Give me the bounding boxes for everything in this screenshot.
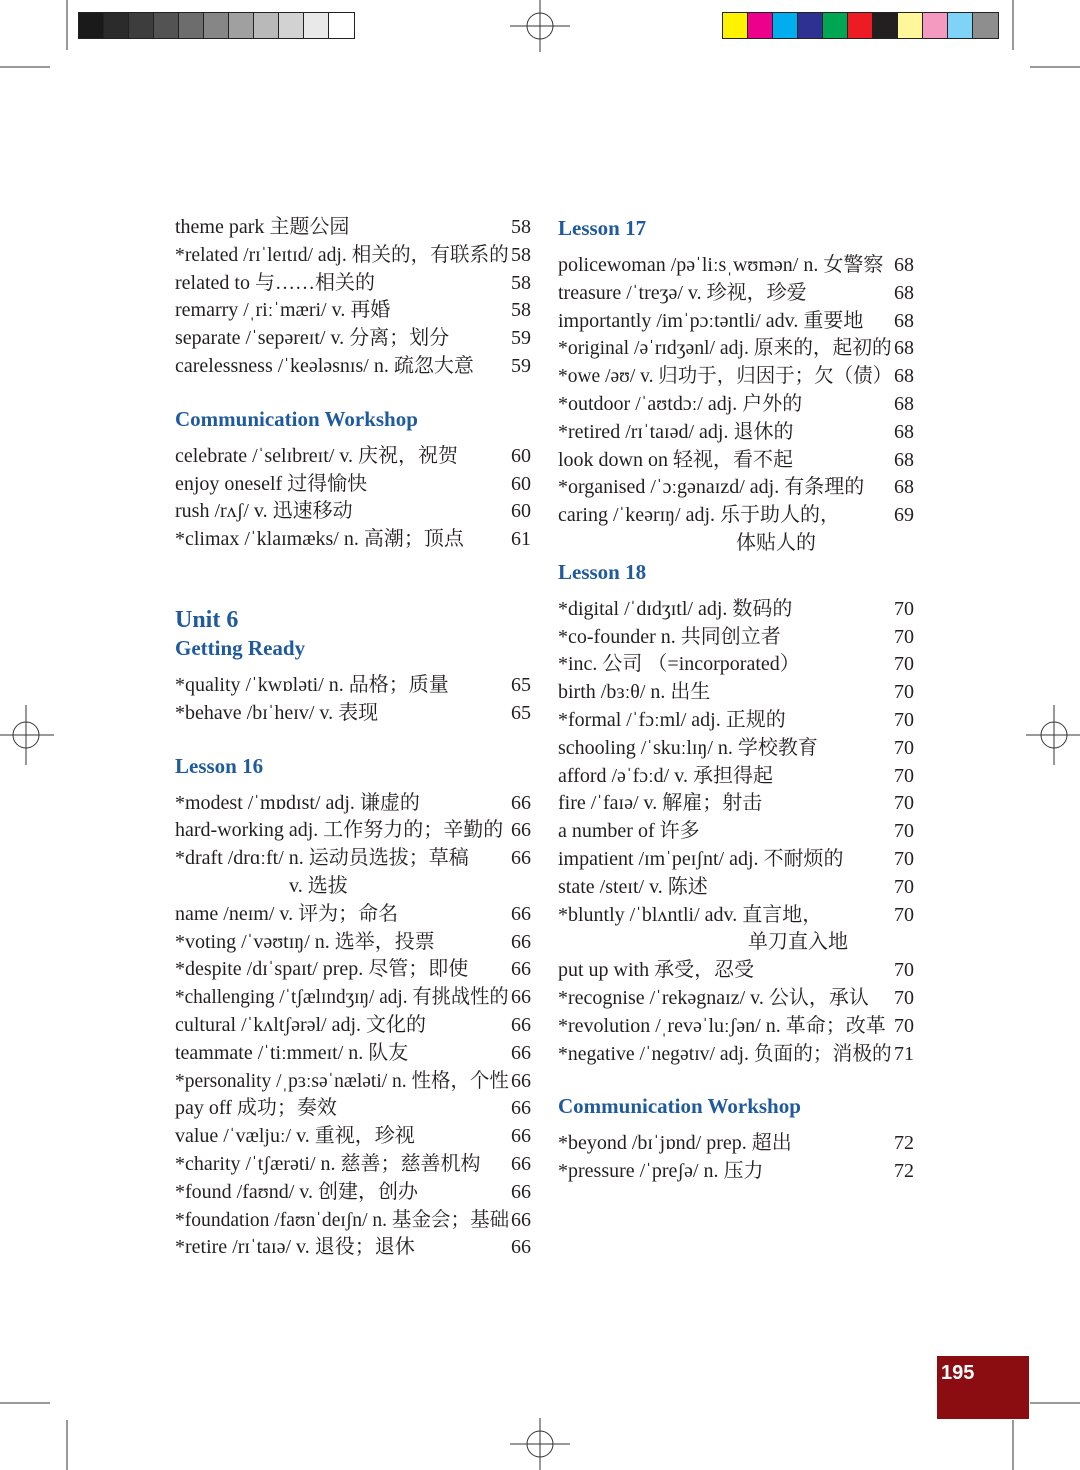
vocab-entry [558, 790, 914, 818]
vocab-entry-page: 58 [511, 243, 531, 266]
vocabulary-column-left [175, 214, 531, 1262]
vocab-entry [558, 391, 914, 419]
color-swatch [329, 13, 354, 38]
vocab-entry [558, 957, 914, 985]
registration-target-bottom [510, 1418, 570, 1470]
color-swatch [723, 13, 748, 38]
vocab-entry-page: 66 [511, 847, 531, 870]
vocab-entry [175, 297, 531, 325]
vocab-entry-text: celebrate /ˈselɪbreɪt/ v. 庆祝，祝贺 [175, 444, 459, 467]
vocab-entry-page: 66 [511, 1236, 531, 1259]
vocab-entry-text: carelessness /ˈkeələsnɪs/ n. 疏忽大意 [175, 354, 474, 377]
vocab-entry-text: a number of 许多 [558, 820, 700, 843]
vocab-entry [175, 845, 531, 873]
vocab-entry [175, 1151, 531, 1179]
vocab-entry-page: 70 [894, 625, 914, 648]
vocab-entry-page: 70 [894, 1014, 914, 1037]
vocab-entry-text: afford /əˈfɔːd/ v. 承担得起 [558, 764, 773, 787]
vocab-entry [558, 651, 914, 679]
vocab-entry-page: 68 [894, 420, 914, 443]
vocab-entry-page: 70 [894, 792, 914, 815]
vocab-entry-page: 66 [511, 819, 531, 842]
vocab-entry-text: theme park 主题公园 [175, 216, 350, 238]
lesson16-word-list-a [175, 790, 531, 873]
vocab-entry-page: 68 [894, 365, 914, 388]
vocab-entry [175, 984, 531, 1012]
page-number: 195 [937, 1356, 1029, 1419]
color-swatch [798, 13, 823, 38]
vocab-entry [558, 1041, 914, 1069]
vocab-entry-page: 66 [511, 1069, 531, 1092]
vocab-entry-page: 58 [511, 299, 531, 322]
vocab-entry-text: put up with 承受，忍受 [558, 959, 755, 982]
vocab-entry-page: 59 [511, 354, 531, 377]
vocab-entry [175, 790, 531, 818]
lesson16-word-list-b [175, 901, 531, 1262]
vocab-entry-page: 69 [894, 504, 914, 527]
vocab-entry-page: 70 [894, 875, 914, 898]
vocab-entry-page: 66 [511, 1208, 531, 1231]
vocab-entry-text: value /ˈvæljuː/ v. 重视，珍视 [175, 1125, 415, 1148]
vocab-entry-text: state /steɪt/ v. 陈述 [558, 875, 708, 898]
color-swatch [204, 13, 229, 38]
color-swatch [254, 13, 279, 38]
vocab-entry-text: *charity /ˈtʃærəti/ n. 慈善；慈善机构 [175, 1152, 481, 1175]
lesson18-word-list-a [558, 596, 914, 930]
registration-target-left [0, 705, 54, 765]
color-swatch [948, 13, 973, 38]
vocab-entry-page: 70 [894, 903, 914, 926]
vocab-entry-text: *found /faʊnd/ v. 创建，创办 [175, 1180, 418, 1203]
vocab-entry [175, 901, 531, 929]
grayscale-calibration-bar [78, 12, 355, 39]
vocab-entry-text: hard-working adj. 工作努力的；辛勤的 [175, 819, 504, 842]
vocab-entry [175, 443, 531, 471]
vocab-entry-text: related to 与……相关的 [175, 271, 375, 294]
vocab-entry-text: *digital /ˈdɪdʒɪtl/ adj. 数码的 [558, 597, 793, 620]
color-calibration-bar [722, 12, 999, 39]
vocab-entry-page: 68 [894, 476, 914, 499]
vocab-entry [175, 1040, 531, 1068]
vocab-entry-page: 70 [894, 820, 914, 843]
vocab-entry [175, 471, 531, 499]
vocab-entry-page: 60 [511, 472, 531, 495]
vocab-entry-page: 66 [511, 1013, 531, 1036]
vocab-entry [558, 502, 914, 530]
lesson17-word-list [558, 252, 914, 530]
vocab-entry [558, 985, 914, 1013]
vocab-entry [558, 252, 914, 280]
vocab-entry [175, 353, 531, 381]
vocab-entry-page: 66 [511, 1180, 531, 1203]
getting-ready-heading: Getting Ready [175, 635, 306, 660]
vocab-entry-text: impatient /ɪmˈpeɪʃnt/ adj. 不耐烦的 [558, 847, 844, 870]
vocab-entry-text: teammate /ˈtiːmmeɪt/ n. 队友 [175, 1041, 409, 1064]
vocab-entry [558, 474, 914, 502]
vocab-entry-text: look down on 轻视，看不起 [558, 448, 793, 471]
vocab-entry [175, 929, 531, 957]
vocab-entry-text: *co-founder n. 共同创立者 [558, 625, 781, 648]
vocab-entry-page: 68 [894, 448, 914, 471]
vocab-entry-text: *challenging /ˈtʃælɪndʒɪŋ/ adj. 有挑战性的 [175, 986, 509, 1009]
vocab-entry-text: *climax /ˈklaɪmæks/ n. 高潮；顶点 [175, 528, 464, 551]
vocab-entry-text: *voting /ˈvəʊtɪŋ/ n. 选举，投票 [175, 930, 435, 953]
vocab-entry [175, 1095, 531, 1123]
vocab-entry-page: 68 [894, 254, 914, 276]
vocab-entry [175, 956, 531, 984]
vocab-entry [558, 846, 914, 874]
vocab-entry [175, 1123, 531, 1151]
vocab-entry [175, 242, 531, 270]
vocab-entry-text: *organised /ˈɔːgənaɪzd/ adj. 有条理的 [558, 476, 865, 499]
vocab-entry [175, 817, 531, 845]
vocab-entry-page: 70 [894, 597, 914, 620]
vocab-entry [558, 1158, 914, 1186]
unit-title: Unit 6 [175, 606, 239, 633]
vocab-entry-page: 71 [894, 1042, 914, 1065]
vocab-entry [175, 325, 531, 353]
vocab-entry-text: importantly /imˈpɔːtəntli/ adv. 重要地 [558, 309, 864, 332]
vocab-entry-page: 66 [511, 1125, 531, 1148]
vocab-entry-text: treasure /ˈtreʒə/ v. 珍视，珍爱 [558, 281, 807, 304]
vocab-entry [558, 363, 914, 391]
color-swatch [973, 13, 998, 38]
vocab-entry-text: separate /ˈsepəreɪt/ v. 分离；划分 [175, 327, 450, 350]
color-swatch [848, 13, 873, 38]
vocab-entry-page: 70 [894, 736, 914, 759]
communication-workshop-heading-2: Communication Workshop [558, 1094, 801, 1119]
lesson15-word-list [175, 214, 531, 381]
vocab-entry-text: enjoy oneself 过得愉快 [175, 472, 368, 495]
vocab-entry-text: *retire /rɪˈtaɪə/ v. 退役；退休 [175, 1236, 415, 1259]
crop-mark-top-right [1010, 0, 1080, 70]
color-swatch [873, 13, 898, 38]
vocab-entry-page: 70 [894, 708, 914, 731]
color-swatch [898, 13, 923, 38]
vocab-entry-page: 66 [511, 1152, 531, 1175]
color-swatch [823, 13, 848, 38]
vocab-entry-text: *quality /ˈkwɒləti/ n. 品格；质量 [175, 673, 449, 696]
vocab-entry-text: pay off 成功；奏效 [175, 1097, 337, 1120]
vocab-entry [558, 707, 914, 735]
lesson16-heading: Lesson 16 [175, 753, 264, 778]
vocab-entry-page: 68 [894, 281, 914, 304]
vocab-entry-page: 66 [511, 791, 531, 814]
color-swatch [79, 13, 104, 38]
vocab-entry-page: 70 [894, 959, 914, 982]
color-swatch [129, 13, 154, 38]
vocab-entry-text: *negative /ˈnegətɪv/ adj. 负面的；消极的 [558, 1042, 892, 1065]
lesson17-heading: Lesson 17 [558, 216, 647, 240]
vocab-entry [558, 679, 914, 707]
vocab-entry [175, 270, 531, 298]
vocab-entry [558, 1130, 914, 1158]
vocab-entry-page: 65 [511, 701, 531, 724]
color-swatch [229, 13, 254, 38]
vocab-entry-page: 70 [894, 847, 914, 870]
vocab-entry-page: 65 [511, 673, 531, 696]
lesson18-word-list-b [558, 957, 914, 1068]
vocab-entry-page: 58 [511, 271, 531, 294]
vocab-entry-page: 68 [894, 337, 914, 360]
communication-workshop-heading: Communication Workshop [175, 406, 418, 431]
vocab-entry [175, 498, 531, 526]
vocabulary-column-right [558, 214, 914, 1186]
vocab-entry [175, 214, 531, 242]
vocab-entry-page: 58 [511, 216, 531, 238]
vocab-entry-text: *owe /əʊ/ v. 归功于，归因于；欠（债） [558, 365, 893, 388]
color-swatch [923, 13, 948, 38]
vocab-entry [558, 596, 914, 624]
vocab-entry-page: 68 [894, 392, 914, 415]
vocab-entry [558, 447, 914, 475]
vocab-entry [558, 624, 914, 652]
vocab-entry-page: 60 [511, 500, 531, 523]
vocab-entry-page: 66 [511, 986, 531, 1009]
vocab-entry-text: fire /ˈfaɪə/ v. 解雇；射击 [558, 792, 763, 815]
vocab-entry-text: *formal /ˈfɔːml/ adj. 正规的 [558, 708, 786, 731]
vocab-entry [175, 526, 531, 554]
vocab-entry [558, 818, 914, 846]
vocab-entry [558, 763, 914, 791]
vocab-entry-text: *despite /dɪˈspaɪt/ prep. 尽管；即使 [175, 958, 469, 981]
color-swatch [773, 13, 798, 38]
vocab-entry-text: *retired /rɪˈtaɪəd/ adj. 退休的 [558, 420, 794, 443]
vocab-entry-text: name /neɪm/ v. 评为；命名 [175, 902, 399, 925]
vocab-entry-page: 66 [511, 958, 531, 981]
vocab-entry-text: rush /rʌʃ/ v. 迅速移动 [175, 500, 353, 523]
communication-workshop-word-list [175, 443, 531, 554]
vocab-entry [558, 335, 914, 363]
vocab-entry [558, 308, 914, 336]
vocab-entry-text: *beyond /bɪˈjɒnd/ prep. 超出 [558, 1132, 792, 1155]
vocab-entry-text: policewoman /pəˈliːsˌwʊmən/ n. 女警察 [558, 254, 884, 276]
vocab-entry [558, 1013, 914, 1041]
vocab-entry [558, 874, 914, 902]
vocab-entry-text: *pressure /ˈpreʃə/ n. 压力 [558, 1160, 764, 1183]
color-swatch [304, 13, 329, 38]
color-swatch [279, 13, 304, 38]
vocab-entry [558, 419, 914, 447]
vocab-entry [175, 1234, 531, 1262]
vocab-entry-text: *draft /drɑːft/ n. 运动员选拔；草稿 [175, 847, 469, 870]
vocab-entry-text: *inc. 公司 （=incorporated） [558, 653, 800, 676]
vocab-entry-page: 66 [511, 1041, 531, 1064]
vocab-entry [558, 902, 914, 930]
vocab-entry [175, 1068, 531, 1096]
vocab-entry-page: 70 [894, 653, 914, 676]
vocab-entry-page: 66 [511, 930, 531, 953]
vocab-entry-text: *foundation /faʊnˈdeɪʃn/ n. 基金会；基础 [175, 1208, 510, 1231]
draft-continuation: v. 选拔 [289, 874, 348, 897]
vocab-entry-page: 70 [894, 681, 914, 704]
vocab-entry-text: *modest /ˈmɒdɪst/ adj. 谦虚的 [175, 791, 420, 814]
vocab-entry-text: remarry /ˌriːˈmæri/ v. 再婚 [175, 299, 391, 322]
vocab-entry-text: *bluntly /ˈblʌntli/ adv. 直言地， [558, 903, 823, 926]
bluntly-continuation: 单刀直入地 [748, 931, 848, 954]
registration-target-top [510, 0, 570, 52]
communication-workshop-word-list-2 [558, 1130, 914, 1186]
vocab-entry-page: 59 [511, 327, 531, 350]
vocab-entry [558, 735, 914, 763]
getting-ready-word-list [175, 672, 531, 728]
vocab-entry-text: *recognise /ˈrekəgnaɪz/ v. 公认，承认 [558, 986, 869, 1009]
vocab-entry-text: *related /rɪˈleɪtɪd/ adj. 相关的，有联系的 [175, 243, 509, 266]
color-swatch [179, 13, 204, 38]
vocab-entry-text: *outdoor /ˈaʊtdɔː/ adj. 户外的 [558, 392, 803, 415]
vocab-entry-text: *behave /bɪˈheɪv/ v. 表现 [175, 701, 379, 724]
vocab-entry [175, 1207, 531, 1235]
registration-target-right [1026, 705, 1080, 765]
vocab-entry [175, 700, 531, 728]
vocab-entry-text: caring /ˈkeərɪŋ/ adj. 乐于助人的， [558, 504, 841, 527]
caring-continuation: 体贴人的 [736, 531, 816, 554]
vocab-entry-page: 70 [894, 764, 914, 787]
crop-mark-top-left [0, 0, 70, 70]
vocab-entry-page: 72 [894, 1160, 914, 1183]
vocab-entry-text: *personality /ˌpɜːsəˈnæləti/ n. 性格，个性 [175, 1069, 509, 1092]
vocab-entry-text: birth /bɜːθ/ n. 出生 [558, 681, 711, 704]
vocab-entry-page: 72 [894, 1132, 914, 1155]
vocab-entry-page: 66 [511, 902, 531, 925]
vocab-entry [175, 1012, 531, 1040]
crop-mark-bottom-left [0, 1400, 70, 1470]
vocab-entry-page: 61 [511, 528, 531, 551]
vocab-entry [175, 672, 531, 700]
vocab-entry-text: cultural /ˈkʌltʃərəl/ adj. 文化的 [175, 1013, 427, 1036]
vocab-entry-page: 66 [511, 1097, 531, 1120]
vocab-entry-page: 70 [894, 986, 914, 1009]
color-swatch [748, 13, 773, 38]
vocab-entry-page: 60 [511, 444, 531, 467]
vocab-entry-text: *revolution /ˌrevəˈluːʃən/ n. 革命；改革 [558, 1014, 886, 1037]
vocab-entry [175, 1179, 531, 1207]
color-swatch [104, 13, 129, 38]
lesson18-heading: Lesson 18 [558, 559, 647, 584]
color-swatch [154, 13, 179, 38]
vocab-entry-text: schooling /ˈskuːlɪŋ/ n. 学校教育 [558, 736, 818, 759]
vocab-entry [558, 280, 914, 308]
vocab-entry-page: 68 [894, 309, 914, 332]
vocab-entry-text: *original /əˈrɪdʒənl/ adj. 原来的，起初的 [558, 337, 892, 360]
